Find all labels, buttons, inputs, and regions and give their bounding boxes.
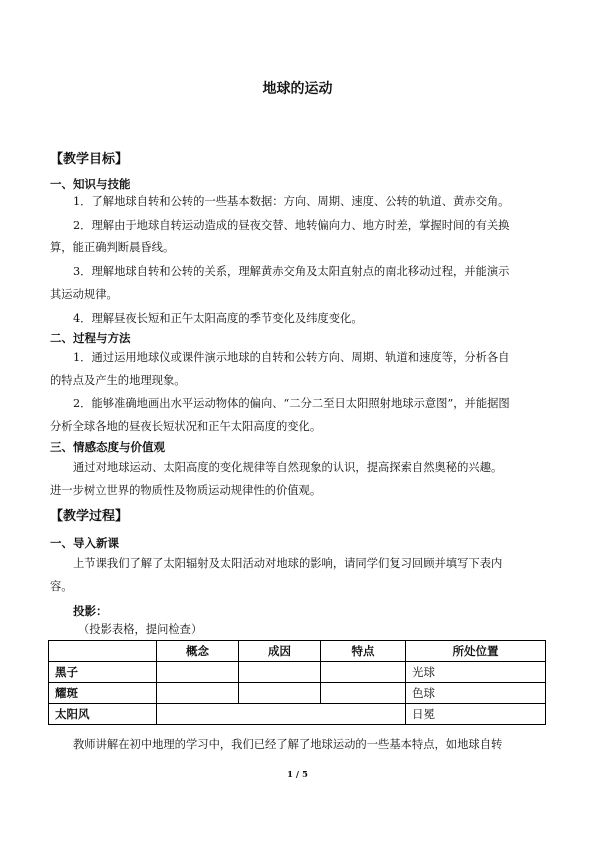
table-row (49, 662, 546, 683)
table-header-cell: 特点 (321, 641, 406, 662)
table-cell (157, 662, 239, 683)
process-heading: 【教学过程】 (50, 509, 129, 524)
table-row-label: 太阳风 (49, 704, 157, 725)
goal-item: 2．能够准确地画出水平运动物体的偏向、“二分二至日太阳照射地球示意图”，并能据图 (73, 397, 510, 410)
projection-note: （投影表格，提问检查） (78, 623, 203, 636)
goal-item-cont: 的特点及产生的地理现象。 (50, 374, 186, 387)
projection-label: 投影： (73, 604, 108, 618)
intro-paragraph: 上节课我们了解了太阳辐射及太阳活动对地球的影响，请同学们复习回顾并填写下表内 (73, 557, 503, 570)
table-row-label: 黑子 (49, 662, 157, 683)
page-number: 1 / 5 (287, 770, 308, 780)
section-attitude-title: 三、情感态度与价值观 (50, 440, 165, 454)
section-knowledge-title: 一、知识与技能 (50, 177, 131, 191)
page-title: 地球的运动 (262, 81, 333, 97)
goal-item: 3．理解地球自转和公转的关系，理解黄赤交角及太阳直射点的南北移动过程，并能演示 (73, 265, 510, 278)
table-cell-merged (157, 704, 406, 725)
goal-item-cont: 进一步树立世界的物质性及物质运动规律性的价值观。 (50, 484, 322, 497)
table-cell: 光球 (406, 662, 546, 683)
section-method-title: 二、过程与方法 (50, 331, 131, 345)
goal-item-cont: 分析全球各地的昼夜长短状况和正午太阳高度的变化。 (50, 420, 322, 433)
table-header-cell: 成因 (239, 641, 321, 662)
table-cell (239, 683, 321, 704)
table-row (49, 704, 546, 725)
table-row-label: 耀斑 (49, 683, 157, 704)
table-cell (157, 683, 239, 704)
goals-heading: 【教学目标】 (50, 152, 129, 167)
table-header-cell: 概念 (157, 641, 239, 662)
goal-item: 通过对地球运动、太阳高度的变化规律等自然现象的认识，提高探索自然奥秘的兴趣。 (73, 461, 503, 474)
table-cell (321, 683, 406, 704)
table-header-cell (49, 641, 157, 662)
after-table-paragraph: 教师讲解在初中地理的学习中，我们已经了解了地球运动的一些基本特点，如地球自转 (73, 738, 503, 751)
table-cell (239, 662, 321, 683)
goal-item-cont: 其运动规律。 (50, 288, 118, 301)
table-cell: 色球 (406, 683, 546, 704)
goal-item-cont: 算，能正确判断晨昏线。 (50, 241, 175, 254)
goal-item: 2．理解由于地球自转运动造成的昼夜交替、地转偏向力、地方时差，掌握时间的有关换 (73, 219, 510, 232)
projection-table (48, 640, 546, 725)
goal-item: 1．通过运用地球仪或课件演示地球的自转和公转方向、周期、轨道和速度等，分析各自 (73, 351, 510, 364)
table-cell (321, 662, 406, 683)
table-cell: 日冕 (406, 704, 546, 725)
table-header-row (49, 641, 546, 662)
table-row (49, 683, 546, 704)
goal-item: 1．了解地球自转和公转的一些基本数据：方向、周期、速度、公转的轨道、黄赤交角。 (73, 195, 510, 208)
table-header-cell: 所处位置 (406, 641, 546, 662)
section-intro-title: 一、导入新课 (50, 536, 119, 550)
goal-item: 4．理解昼夜长短和正午太阳高度的季节变化及纬度变化。 (73, 312, 363, 325)
intro-paragraph-cont: 容。 (50, 580, 73, 593)
